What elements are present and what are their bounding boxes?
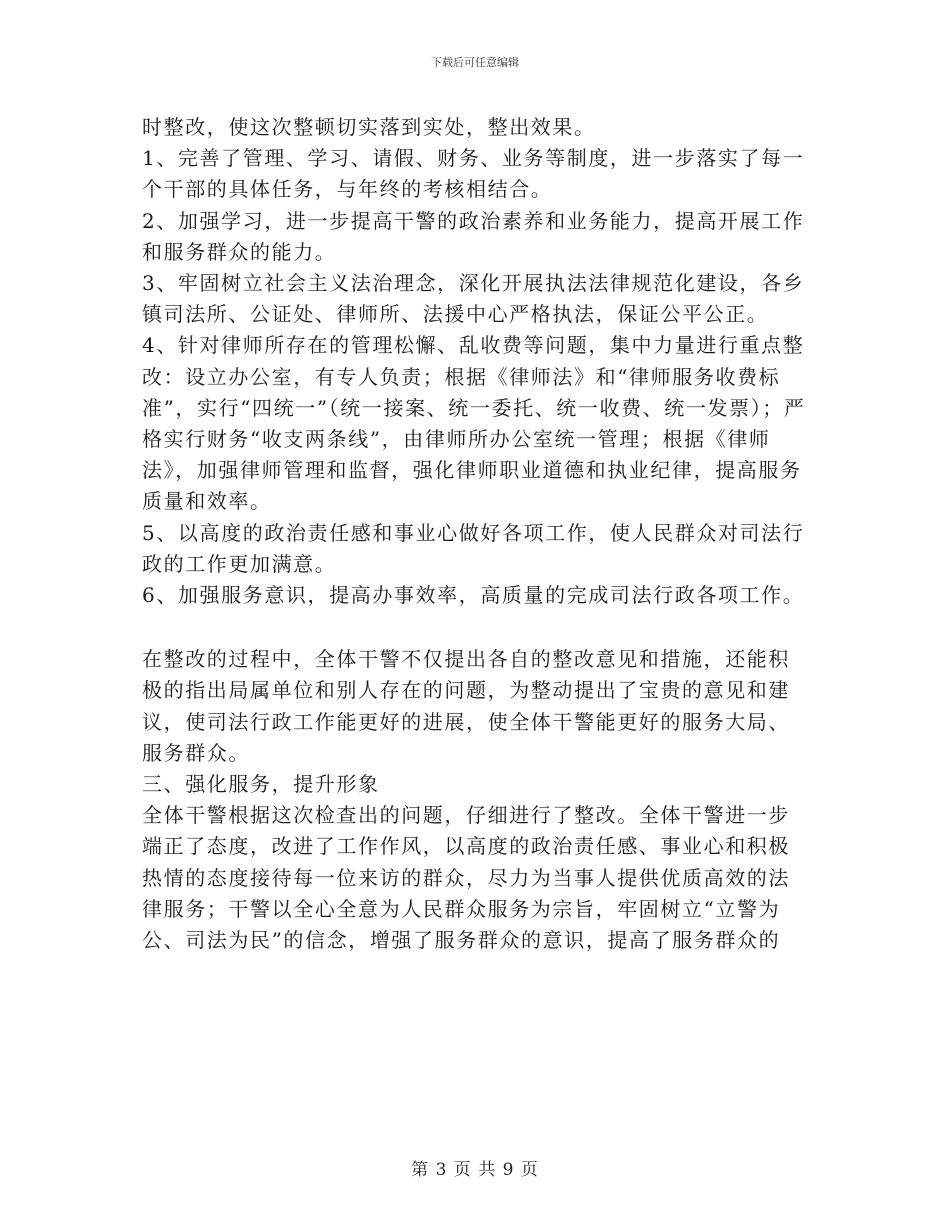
page-header: 下载后可任意编辑 xyxy=(431,56,519,69)
page-footer: 第 3 页 共 9 页 xyxy=(411,1160,539,1180)
document-body xyxy=(142,112,808,956)
paragraph: 2、加强学习，进一步提高干警的政治素养和业务能力，提高开展工作和服务群众的能力。 xyxy=(142,208,805,264)
paragraph-gap xyxy=(142,611,808,644)
paragraph: 5、以高度的政治责任感和事业心做好各项工作，使人民群众对司法行政的工作更加满意。 xyxy=(142,520,805,576)
paragraph: 6、加强服务意识，提高办事效率，高质量的完成司法行政各项工作。 xyxy=(142,583,805,608)
paragraph: 1、完善了管理、学习、请假、财务、业务等制度，进一步落实了每一个干部的具体任务，与年终的考核相结合。 xyxy=(142,146,805,202)
paragraph: 4、针对律师所存在的管理松懈、乱收费等问题，集中力量进行重点整改：设立办公室，有专人负责；根据《律师法》和“律师服务收费标准”，实行“四统一”（统一接案、统一委托、统一收费、统一发票）；严格实行财务“收支两条线”，由律师所办公室统一管理；根据《律师法》，加强律师管理和监督，强化律师职业道德和执业纪律，提高服务质量和效率。 xyxy=(142,333,806,514)
section-heading: 三、强化服务，提升形象 xyxy=(142,772,380,797)
paragraph: 时整改，使这次整顿切实落到实处，整出效果。 xyxy=(142,115,596,139)
paragraph: 全体干警根据这次检查出的问题，仔细进行了整改。全体干警进一步端正了态度，改进了工作作风，以高度的政治责任感、事业心和积极热情的态度接待每一位来访的群众，尽力为当事人提供优质高效的法律服务；干警以全心全意为人民群众服务为宗旨，牢固树立“立警为公、司法为民”的信念，增强了服务群众的意识，提高了服务群众的 xyxy=(142,803,790,953)
paragraph: 在整改的过程中，全体干警不仅提出各自的整改意见和措施，还能积极的指出局属单位和别人存在的问题，为整动提出了宝贵的意见和建议，使司法行政工作能更好的进展，使全体干警能更好的服务大局、服务群众。 xyxy=(142,647,790,765)
paragraph: 3、牢固树立社会主义法治理念，深化开展执法法律规范化建设，各乡镇司法所、公证处、律师所、法援中心严格执法，保证公平公正。 xyxy=(142,271,805,327)
